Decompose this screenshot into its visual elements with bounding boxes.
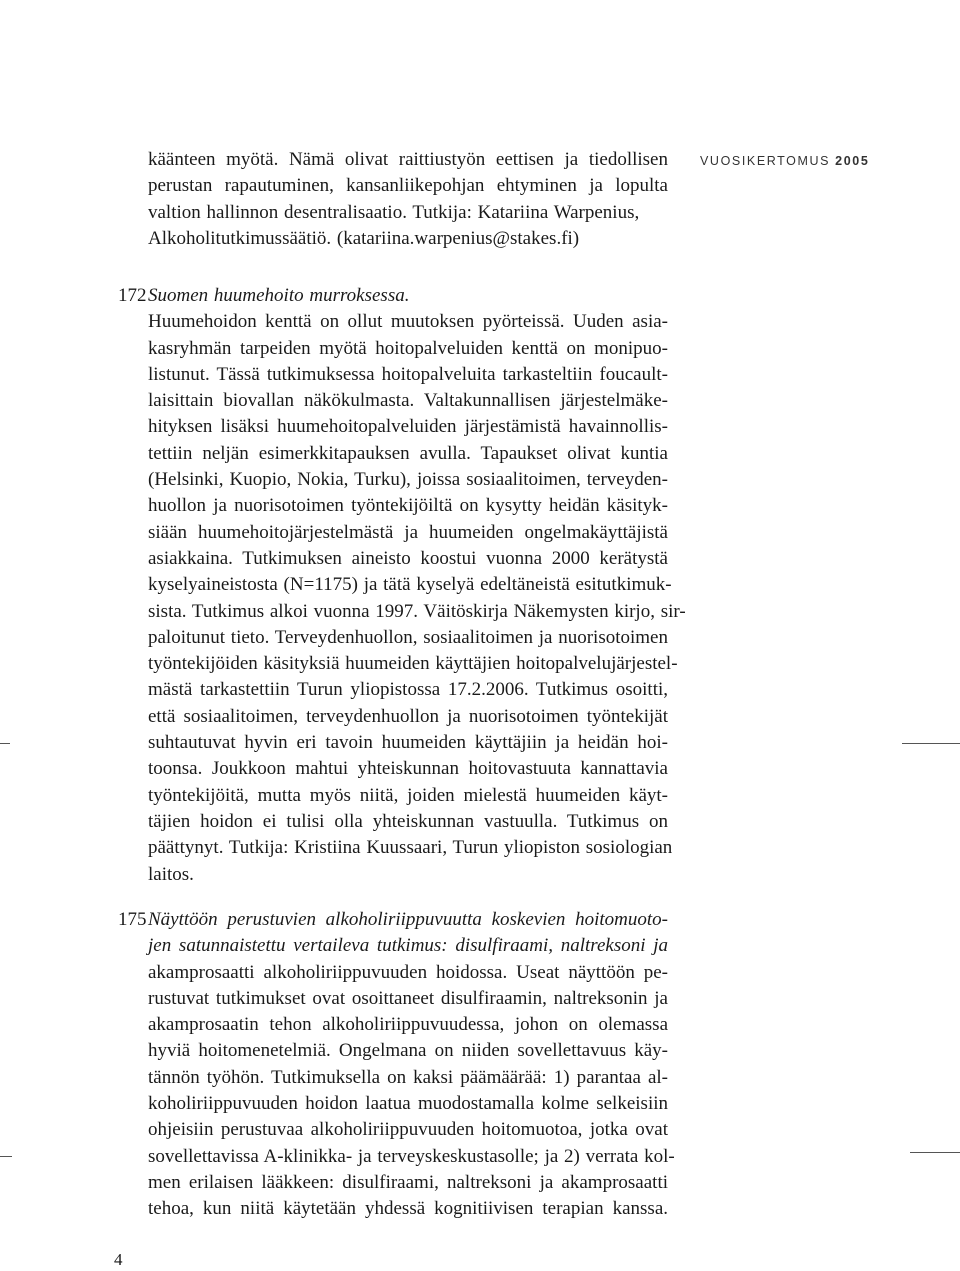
text-line: mästä tarkastettiin Turun yliopistossa 17.2.2006. Tutkimus osoitti, [148, 679, 668, 701]
text-line: akamprosaatin tehon alkoholiriippuvuudessa, johon on olemassa [148, 1014, 668, 1036]
entry-number: 172 [118, 285, 147, 306]
text-line: sista. Tutkimus alkoi vuonna 1997. Väitöskirja Näkemysten kirjo, sir- [148, 600, 686, 622]
text-line: (Helsinki, Kuopio, Nokia, Turku), joissa sosiaalitoimen, terveyden- [148, 469, 668, 491]
text-line: rustuvat tutkimukset ovat osoittaneet disulfiraamin, naltreksonin ja [148, 987, 668, 1009]
margin-rule [0, 743, 10, 744]
text-line: tehoa, kun niitä käytetään yhdessä kognitiivisen terapian kanssa. [148, 1198, 668, 1220]
text-line: listunut. Tässä tutkimuksessa hoitopalveluita tarkasteltiin foucault- [148, 363, 668, 385]
text-line: laitos. [148, 863, 194, 885]
running-head-year: 2005 [835, 154, 870, 168]
text-line: men erilaisen lääkkeen: disulfiraami, naltreksoni ja akamprosaatti [148, 1171, 668, 1193]
continuation-paragraph [148, 147, 668, 252]
text-line: työntekijöiden käsityksiä huumeiden käyttäjien hoitopalvelujärjestel- [148, 653, 678, 675]
entry-title-line: jen satunnaistettu vertaileva tutkimus: disulfiraami, naltreksoni ja [148, 935, 668, 957]
text-line: tettiin neljän esimerkkitapauksen avulla. Tapaukset olivat kuntia [148, 442, 668, 464]
text-line: paloitunut tieto. Terveydenhuollon, sosiaalitoimen ja nuorisotoimen [148, 626, 668, 648]
text-line: toonsa. Joukkoon mahtui yhteiskunnan hoitovastuuta kannattavia [148, 758, 668, 780]
text-line: perustan rapautuminen, kansanliikepohjan ehtyminen ja lopulta [148, 175, 668, 197]
text-line: tännön työhön. Tutkimuksella on kaksi päämäärää: 1) parantaa al- [148, 1066, 668, 1088]
text-line: työntekijöitä, mutta myös niitä, joiden mielestä huumeiden käyt- [148, 784, 668, 806]
text-line: päättynyt. Tutkija: Kristiina Kuussaari, Turun yliopiston sosiologian [148, 837, 673, 859]
text-line: Huumehoidon kenttä on ollut muutoksen pyörteissä. Uuden asia- [148, 311, 668, 333]
text-line: suhtautuvat hyvin eri tavoin huumeiden käyttäjiin ja heidän hoi- [148, 732, 668, 754]
entry-175-body [148, 907, 675, 1223]
margin-rule [910, 1152, 960, 1153]
page-number: 4 [114, 1250, 123, 1269]
text-line: koholiriippuvuuden hoidon laatua muodostamalla kolme selkeisiin [148, 1093, 668, 1115]
running-head-label: VUOSIKERTOMUS [700, 154, 831, 168]
text-line: akamprosaatti alkoholiriippuvuuden hoidossa. Useat näyttöön pe- [148, 961, 668, 983]
text-line: siään huumehoitojärjestelmästä ja huumeiden ongelmakäyttäjistä [148, 521, 668, 543]
entry-title: Suomen huumehoito murroksessa. [148, 285, 410, 306]
text-line: että sosiaalitoimen, terveydenhuollon ja nuorisotoimen työntekijät [148, 705, 668, 727]
running-head [700, 154, 869, 168]
text-line: täjien hoidon ei tulisi olla yhteiskunnan vastuulla. Tutkimus on [148, 810, 668, 832]
text-line: kääntеen myötä. Nämä olivat raittiustyön eettisen ja tiedollisen [148, 149, 668, 170]
text-line: kyselyaineistosta (N=1175) ja tätä kyselyä edeltäneistä esitutkimuk- [148, 574, 672, 596]
text-line: valtion hallinnon desentralisaatio. Tutkija: Katariina Warpenius, [148, 201, 640, 223]
text-line: ohjeisiin perustuvaa alkoholiriippuvuuden hoitomuotoa, jotka ovat [148, 1119, 668, 1141]
text-line: laisittain biovallan näkökulmasta. Valtakunnallisen järjestelmäke- [148, 390, 668, 412]
text-line: hyviä hoitomenetelmiä. Ongelmana on niiden sovellettavuus käy- [148, 1040, 668, 1062]
entry-172-body [148, 283, 686, 888]
margin-rule [0, 1156, 12, 1157]
text-line: asiakkaina. Tutkimuksen aineisto koostui vuonna 2000 kerätystä [148, 547, 668, 569]
text-line: sovellettavissa A-klinikka- ja terveyskeskustasolle; ja 2) verrata kol- [148, 1145, 675, 1167]
text-line: hityksen lisäksi huumehoitopalveluiden järjestämistä havainnollis- [148, 416, 668, 438]
entry-title-line: Näyttöön perustuvien alkoholiriippuvuutta koskevien hoitomuoto- [148, 909, 668, 930]
margin-rule [902, 743, 960, 744]
text-line: Alkoholitutkimussäätiö. (katariina.warpenius@stakes.fi) [148, 227, 580, 249]
text-line: huollon ja nuorisotoimen työntekijöiltä on kysytty heidän käsityk- [148, 495, 668, 517]
text-line: kasryhmän tarpeiden myötä hoitopalveluiden kenttä on monipuo- [148, 337, 668, 359]
entry-number: 175 [118, 909, 147, 930]
